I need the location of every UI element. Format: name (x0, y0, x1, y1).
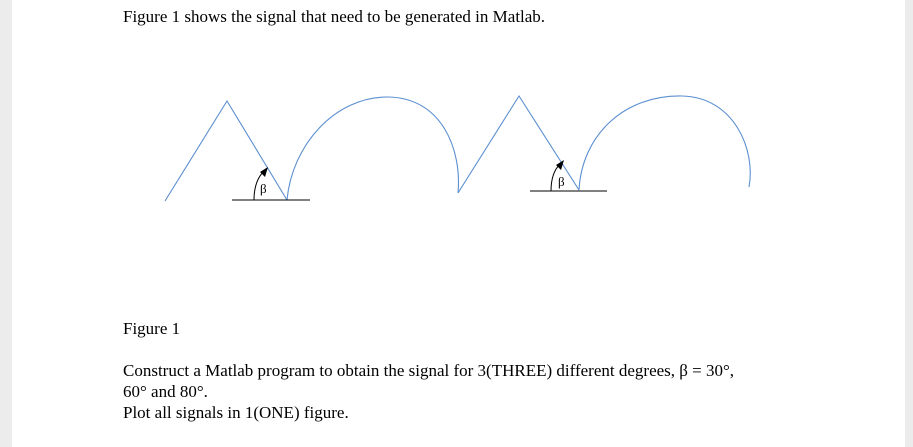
beta-label-1: β (260, 181, 267, 196)
figure-caption: Figure 1 (123, 319, 181, 338)
semicircle-arc-2 (579, 96, 750, 190)
intro-paragraph: Figure 1 shows the signal that need to be generated in Matlab. (123, 7, 546, 26)
task-line-2: 60° and 80°. (123, 382, 208, 401)
arrowhead-1 (260, 167, 268, 177)
task-line-3: Plot all signals in 1(ONE) figure. (123, 403, 349, 422)
task-line-1: Construct a Matlab program to obtain the signal for 3(THREE) different degrees, β = 30°, (123, 361, 735, 380)
beta-label-2: β (558, 174, 565, 189)
triangle-wave-1 (165, 101, 287, 201)
document-page (12, 0, 905, 447)
semicircle-arc-1 (287, 97, 458, 200)
